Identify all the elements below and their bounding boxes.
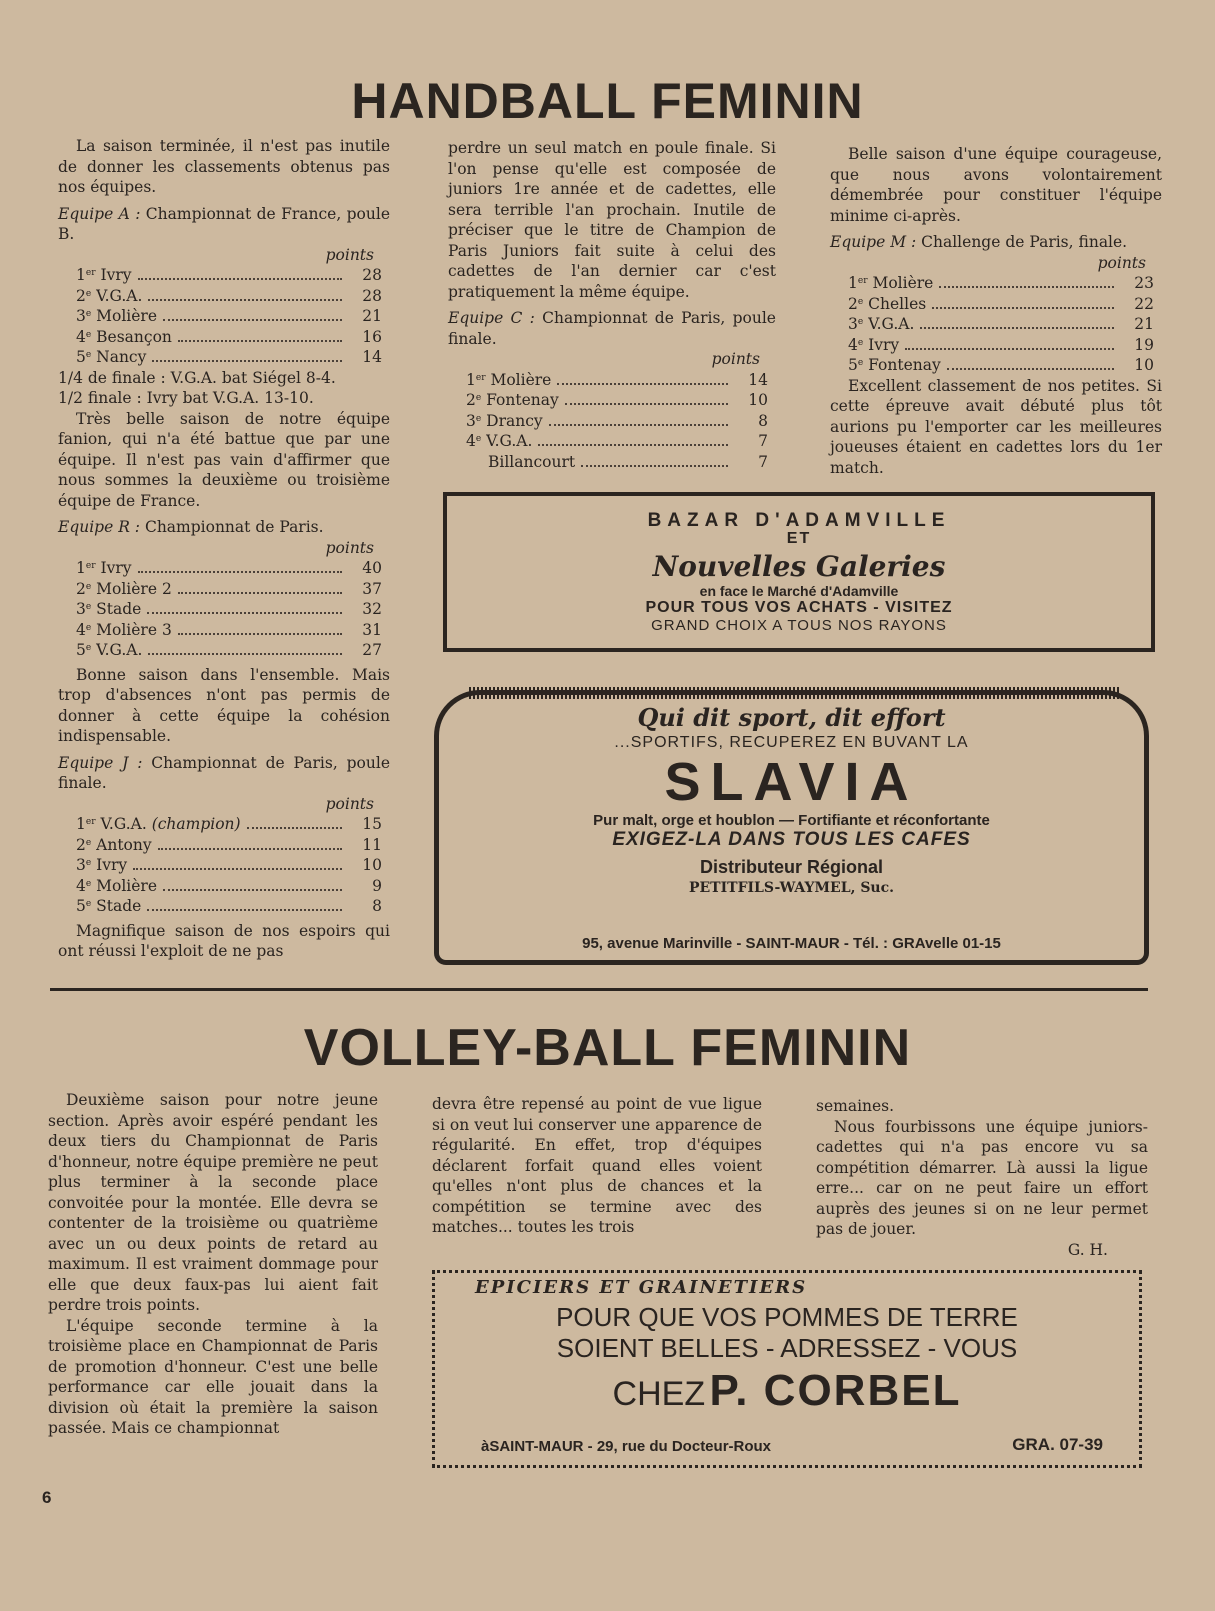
team-name: Ivry bbox=[100, 266, 132, 284]
standings-row bbox=[830, 335, 1162, 356]
rank-suffix: er bbox=[857, 276, 868, 286]
team-name: Nancy bbox=[96, 348, 147, 366]
team-points: 23 bbox=[1134, 274, 1154, 292]
team-name: Molière 3 bbox=[96, 620, 172, 639]
corbel-brand-line bbox=[435, 1366, 1139, 1416]
standings-row bbox=[58, 347, 390, 368]
bazar-name: BAZAR D'ADAMVILLE bbox=[647, 510, 951, 531]
equipe-c-competition: Championnat de Paris, poule finale. bbox=[448, 309, 776, 348]
team-name: V.G.A. bbox=[100, 815, 147, 833]
team-points: 14 bbox=[362, 348, 382, 366]
slavia-address: 95, avenue Marinville - SAINT-MAUR - Tél. : GRAvelle 01-15 bbox=[582, 935, 1001, 952]
leader-dots bbox=[158, 848, 342, 850]
rank-number: 1 bbox=[76, 266, 86, 284]
standings-list bbox=[830, 273, 1162, 376]
team-name: Ivry bbox=[868, 335, 900, 354]
team-points: 15 bbox=[362, 815, 382, 833]
rank-suffix: e bbox=[475, 434, 482, 444]
rank-number: 1 bbox=[466, 370, 476, 389]
equipe-a-competition: Championnat de France, poule B. bbox=[58, 204, 390, 243]
team-entry bbox=[76, 265, 132, 286]
rank-number: 2 bbox=[848, 294, 858, 313]
rank-number: 4 bbox=[76, 620, 86, 639]
rank-number: 1 bbox=[76, 559, 86, 577]
bazar-et: ET bbox=[786, 530, 812, 547]
team-entry bbox=[76, 306, 157, 327]
team-name: V.G.A. bbox=[96, 286, 143, 305]
bazar-adamville-ad bbox=[443, 492, 1155, 652]
leader-dots bbox=[905, 348, 1114, 350]
rank-suffix: e bbox=[857, 337, 864, 348]
standings-row bbox=[830, 273, 1162, 294]
equipe-a-heading bbox=[58, 204, 390, 245]
team-points: 10 bbox=[1134, 356, 1154, 374]
standings-row bbox=[58, 814, 390, 835]
team-entry bbox=[76, 896, 141, 917]
team-name: Chelles bbox=[868, 294, 927, 313]
rank-suffix: e bbox=[85, 288, 92, 299]
standings-row bbox=[58, 835, 390, 856]
standings-row bbox=[58, 620, 390, 641]
bazar-choice: GRAND CHOIX A TOUS NOS RAYONS bbox=[651, 617, 947, 634]
rank-suffix: e bbox=[85, 581, 92, 592]
rank-suffix: er bbox=[85, 817, 96, 827]
hatch-border-top bbox=[469, 687, 1119, 699]
rank-number: 4 bbox=[76, 876, 86, 895]
corbel-chez: CHEZ bbox=[612, 1375, 706, 1413]
rank-number: 3 bbox=[76, 600, 86, 618]
team-entry bbox=[76, 855, 127, 876]
page-number: 6 bbox=[42, 1488, 52, 1507]
bazar-tagline: POUR TOUS VOS ACHATS - VISITEZ bbox=[645, 599, 953, 616]
slavia-exigez: EXIGEZ-LA DANS TOUS LES CAFES bbox=[612, 829, 971, 850]
rank-suffix: e bbox=[85, 329, 92, 340]
leader-dots bbox=[178, 340, 342, 342]
team-points: 22 bbox=[1134, 294, 1154, 313]
leader-dots bbox=[148, 653, 342, 655]
team-name: Ivry bbox=[96, 856, 128, 874]
team-entry bbox=[466, 370, 551, 391]
rank-number: 3 bbox=[848, 315, 858, 333]
team-entry bbox=[848, 294, 926, 315]
team-entry bbox=[848, 335, 899, 356]
volley-paragraph-5: Nous fourbissons une équipe juniors-cadettes qui n'a pas encore vu sa compétition démarrer. Là aussi la ligue erre... car on ne peut faire un effort auprès des jeunes si on ne leur permet pas de jouer. bbox=[816, 1117, 1148, 1238]
equipe-j-competition: Championnat de Paris, poule finale. bbox=[58, 753, 390, 792]
rank-suffix: e bbox=[857, 296, 864, 307]
rank-number: 2 bbox=[76, 579, 86, 598]
rank-suffix: e bbox=[85, 350, 92, 360]
equipe-m-heading bbox=[830, 232, 1162, 253]
equipe-c-label: Equipe C : bbox=[448, 309, 535, 327]
equipe-r-label: Equipe R : bbox=[58, 518, 141, 536]
standings-row bbox=[448, 452, 776, 473]
standings-list bbox=[58, 558, 390, 661]
handball-column-3 bbox=[830, 144, 1162, 478]
team-name: Fontenay bbox=[868, 356, 941, 374]
slavia-brand: SLAVIA bbox=[664, 752, 919, 812]
corbel-brand: P. CORBEL bbox=[709, 1366, 962, 1415]
team-points: 28 bbox=[362, 266, 382, 284]
team-name: Antony bbox=[96, 835, 152, 854]
team-points: 10 bbox=[362, 856, 382, 874]
equipe-a-comment: Très belle saison de notre équipe fanion, qui n'a été battue que par une équipe. Il n'est pas vain d'affirmer que nous sommes la deuxième ou troisième équipe de France. bbox=[58, 409, 390, 510]
leader-dots bbox=[152, 360, 342, 362]
rank-number: 1 bbox=[76, 815, 86, 833]
team-name: Billancourt bbox=[488, 452, 576, 471]
rank-number: 5 bbox=[76, 641, 86, 659]
team-entry bbox=[466, 411, 543, 432]
rank-number: 4 bbox=[76, 327, 86, 346]
leader-dots bbox=[932, 307, 1114, 309]
standings-row bbox=[58, 896, 390, 917]
team-points: 40 bbox=[362, 559, 382, 577]
leader-dots bbox=[581, 465, 728, 467]
team-points: 8 bbox=[758, 411, 768, 430]
team-entry bbox=[76, 558, 132, 579]
team-entry bbox=[466, 390, 559, 411]
team-points: 9 bbox=[372, 876, 382, 895]
team-entry bbox=[76, 599, 141, 620]
leader-dots bbox=[148, 299, 342, 301]
rank-number: 5 bbox=[76, 348, 86, 366]
rank-suffix: e bbox=[85, 309, 92, 319]
team-points: 7 bbox=[758, 452, 768, 471]
equipe-c-comment: Belle saison d'une équipe courageuse, que nous avons volontairement démembrée pour constituer l'équipe minime ci-après. bbox=[830, 145, 1162, 225]
team-name: V.G.A. bbox=[486, 432, 533, 450]
leader-dots bbox=[178, 592, 342, 594]
standings-row bbox=[448, 431, 776, 452]
standings-list bbox=[448, 370, 776, 473]
team-entry bbox=[848, 273, 933, 294]
leader-dots bbox=[133, 868, 342, 870]
rank-suffix: e bbox=[475, 413, 482, 424]
team-name: Molière bbox=[872, 274, 934, 292]
volley-title: VOLLEY-BALL FEMININ bbox=[303, 1019, 912, 1077]
equipe-c-heading bbox=[448, 308, 776, 349]
team-points: 32 bbox=[362, 600, 382, 618]
standings-row bbox=[830, 294, 1162, 315]
rank-number: 1 bbox=[848, 274, 858, 292]
team-entry bbox=[76, 327, 172, 348]
author-signature: G. H. bbox=[1067, 1240, 1108, 1259]
points-label: points bbox=[711, 350, 760, 368]
team-name: Molière 2 bbox=[96, 579, 172, 598]
handball-title: HANDBALL FEMININ bbox=[351, 73, 864, 129]
equipe-j-comment-start: Magnifique saison de nos espoirs qui ont réussi l'exploit de ne pas bbox=[58, 921, 390, 960]
volley-column-3 bbox=[816, 1096, 1148, 1260]
rank-suffix: e bbox=[857, 317, 864, 327]
rank-suffix: e bbox=[85, 858, 92, 868]
rank-suffix: e bbox=[475, 393, 482, 403]
team-entry bbox=[76, 835, 152, 856]
leader-dots bbox=[147, 909, 342, 911]
standings-row bbox=[58, 265, 390, 286]
team-name: Stade bbox=[96, 600, 142, 618]
standings-row bbox=[58, 599, 390, 620]
slavia-distributor: Distributeur Régional bbox=[699, 857, 883, 877]
slavia-ad bbox=[434, 690, 1149, 965]
rank-suffix: er bbox=[85, 268, 96, 278]
team-name: Ivry bbox=[100, 559, 132, 577]
rank-number: 2 bbox=[76, 835, 86, 854]
section-divider bbox=[50, 988, 1148, 991]
standings-row bbox=[58, 876, 390, 897]
standings-row bbox=[448, 390, 776, 411]
rank-number: 3 bbox=[76, 856, 86, 874]
leader-dots bbox=[549, 424, 728, 426]
team-name: Molière bbox=[96, 307, 158, 325]
leader-dots bbox=[565, 403, 728, 405]
corbel-line2: POUR QUE VOS POMMES DE TERRE bbox=[556, 1302, 1018, 1332]
team-points: 10 bbox=[748, 391, 768, 409]
rank-suffix: e bbox=[857, 358, 864, 368]
leader-dots bbox=[947, 368, 1114, 370]
equipe-r-comment: Bonne saison dans l'ensemble. Mais trop d'absences n'ont pas permis de donner à cette équipe la cohésion indispensable. bbox=[58, 665, 390, 745]
rank-number: 2 bbox=[466, 391, 476, 409]
slavia-slogan: Qui dit sport, dit effort bbox=[637, 703, 946, 732]
equipe-r-competition: Championnat de Paris. bbox=[140, 518, 324, 536]
standings-list bbox=[58, 265, 390, 368]
team-entry bbox=[76, 814, 241, 835]
leader-dots bbox=[178, 633, 342, 635]
team-name: Molière bbox=[490, 370, 552, 389]
volley-paragraph-1: Deuxième saison pour notre jeune section. Après avoir espéré pendant les deux tiers du Championnat de Paris d'honneur, notre équipe première ne peut plus terminer à la seconde place convoitée pour la montée. Elle devra se contenter de la troisième ou quatrième avec un ou deux points de retard au maximum. Il est vraiment dommage pour elle que deux faux-pas lui aient fait perdre trois points. bbox=[48, 1091, 378, 1314]
points-label: points bbox=[325, 794, 374, 813]
team-points: 21 bbox=[1134, 315, 1154, 333]
team-points: 19 bbox=[1134, 335, 1154, 354]
corbel-trade: EPICIERS ET GRAINETIERS bbox=[475, 1277, 808, 1298]
standings-row bbox=[58, 640, 390, 661]
slavia-ingredients: Pur malt, orge et houblon — Fortifiante et réconfortante bbox=[593, 812, 990, 829]
team-points: 8 bbox=[372, 897, 382, 915]
rank-suffix: e bbox=[85, 837, 92, 848]
rank-number: 3 bbox=[76, 307, 86, 325]
team-entry bbox=[76, 876, 157, 897]
bazar-location: en face le Marché d'Adamville bbox=[699, 583, 899, 599]
slavia-distributor-name: PETITFILS-WAYMEL, Suc. bbox=[688, 880, 895, 896]
handball-column-1 bbox=[58, 136, 390, 962]
team-points: 11 bbox=[362, 835, 382, 854]
rank-suffix: e bbox=[85, 622, 92, 633]
leader-dots bbox=[247, 827, 342, 829]
equipe-m-label: Equipe M : bbox=[830, 233, 917, 251]
rank-suffix: e bbox=[85, 878, 92, 889]
standings-row bbox=[830, 314, 1162, 335]
leader-dots bbox=[138, 571, 343, 573]
corbel-address: àSAINT-MAUR - 29, rue du Docteur-Roux bbox=[481, 1438, 772, 1455]
rank-number: 4 bbox=[848, 335, 858, 354]
standings-row bbox=[58, 327, 390, 348]
equipe-j-comment-end: perdre un seul match en poule finale. Si l'on pense qu'elle est composée de juniors 1re année et de cadettes, elle sera terrible l'an prochain. Inutile de préciser que le titre de Champion de Paris Juniors fait suite à celui des cadettes de l'an dernier car c'est pratiquement la même équipe. bbox=[448, 139, 776, 301]
team-points: 31 bbox=[362, 620, 382, 639]
team-entry bbox=[76, 286, 142, 307]
handball-intro: La saison terminée, il n'est pas inutile de donner les classements obtenus pas nos équipes. bbox=[58, 137, 390, 196]
team-entry bbox=[76, 620, 172, 641]
rank-number: 2 bbox=[76, 286, 86, 305]
standings-row bbox=[58, 558, 390, 579]
team-name: Besançon bbox=[96, 327, 172, 346]
team-name: Molière bbox=[96, 876, 158, 895]
equipe-m-competition: Challenge de Paris, finale. bbox=[916, 233, 1128, 251]
standings-row bbox=[448, 370, 776, 391]
leader-dots bbox=[163, 889, 342, 891]
rank-suffix: er bbox=[85, 561, 96, 571]
rank-number: 5 bbox=[848, 356, 858, 374]
standings-row bbox=[58, 286, 390, 307]
team-points: 37 bbox=[362, 579, 382, 598]
points-label: points bbox=[325, 538, 374, 557]
handball-column-2 bbox=[448, 138, 776, 472]
leader-dots bbox=[147, 612, 342, 614]
rank-number: 3 bbox=[466, 411, 476, 430]
team-entry bbox=[466, 452, 575, 473]
leader-dots bbox=[920, 327, 1114, 329]
volley-paragraph-4: semaines. bbox=[816, 1097, 895, 1115]
leader-dots bbox=[138, 278, 343, 280]
rank-number: 4 bbox=[466, 432, 476, 450]
volley-paragraph-3: devra être repensé au point de vue ligue si on veut lui conserver une apparence de régularité. En effet, trop d'équipes déclarent forfait quand elles voient qu'elles n'ont plus de chances et la compétition se termine avec des matches... toutes les trois bbox=[432, 1095, 762, 1236]
equipe-j-heading bbox=[58, 753, 390, 794]
equipe-a-label: Equipe A : bbox=[58, 204, 141, 223]
rank-suffix: e bbox=[85, 899, 92, 909]
team-points: 7 bbox=[758, 432, 768, 450]
volley-paragraph-2: L'équipe seconde termine à la troisième place en Championnat de Paris de promotion d'honneur. C'est une belle performance car elle jouait dans la division où était la première la saison passée. Mais ce championnat bbox=[48, 1316, 378, 1437]
standings-row bbox=[58, 306, 390, 327]
rank-suffix: er bbox=[475, 372, 486, 383]
team-name: V.G.A. bbox=[96, 641, 143, 659]
leader-dots bbox=[557, 383, 728, 385]
corbel-ad bbox=[432, 1270, 1142, 1468]
team-points: 27 bbox=[362, 641, 382, 659]
nouvelles-galeries: Nouvelles Galeries bbox=[652, 550, 946, 583]
team-note: (champion) bbox=[151, 815, 241, 833]
team-entry bbox=[466, 431, 532, 452]
semi-final-result: 1/2 finale : Ivry bat V.G.A. 13-10. bbox=[58, 389, 314, 407]
leader-dots bbox=[163, 319, 342, 321]
team-name: Fontenay bbox=[486, 391, 559, 409]
standings-row bbox=[448, 411, 776, 432]
points-label: points bbox=[1097, 253, 1146, 272]
team-entry bbox=[76, 347, 146, 368]
volley-column-1 bbox=[48, 1090, 378, 1439]
equipe-j-label: Equipe J : bbox=[58, 753, 143, 772]
team-entry bbox=[848, 355, 941, 376]
volley-column-2 bbox=[432, 1094, 762, 1238]
rank-number: 5 bbox=[76, 897, 86, 915]
equipe-m-comment: Excellent classement de nos petites. Si cette épreuve avait débuté plus tôt aurions pu l'emporter car les meilleures joueuses étaient en cadettes lors du 1er match. bbox=[830, 376, 1162, 477]
points-label: points bbox=[325, 245, 374, 264]
standings-row bbox=[830, 355, 1162, 376]
team-entry bbox=[848, 314, 914, 335]
team-name: Stade bbox=[96, 897, 142, 915]
standings-row bbox=[58, 855, 390, 876]
team-entry bbox=[76, 579, 172, 600]
slavia-line1: ...SPORTIFS, RECUPEREZ EN BUVANT LA bbox=[614, 734, 969, 751]
leader-dots bbox=[538, 444, 728, 446]
team-points: 21 bbox=[362, 307, 382, 325]
equipe-r-heading bbox=[58, 517, 390, 538]
team-name: V.G.A. bbox=[868, 315, 915, 333]
team-points: 28 bbox=[362, 286, 382, 305]
standings-list bbox=[58, 814, 390, 917]
standings-row bbox=[58, 579, 390, 600]
corbel-line3: SOIENT BELLES - ADRESSEZ - VOUS bbox=[556, 1333, 1018, 1363]
quarter-final-result: 1/4 de finale : V.G.A. bat Siégel 8-4. bbox=[58, 368, 336, 387]
team-points: 16 bbox=[362, 327, 382, 346]
corbel-phone: GRA. 07-39 bbox=[1012, 1435, 1103, 1454]
team-points: 14 bbox=[748, 370, 768, 389]
leader-dots bbox=[939, 286, 1114, 288]
team-name: Drancy bbox=[486, 411, 543, 430]
team-entry bbox=[76, 640, 142, 661]
rank-suffix: e bbox=[85, 602, 92, 612]
rank-suffix: e bbox=[85, 643, 92, 653]
